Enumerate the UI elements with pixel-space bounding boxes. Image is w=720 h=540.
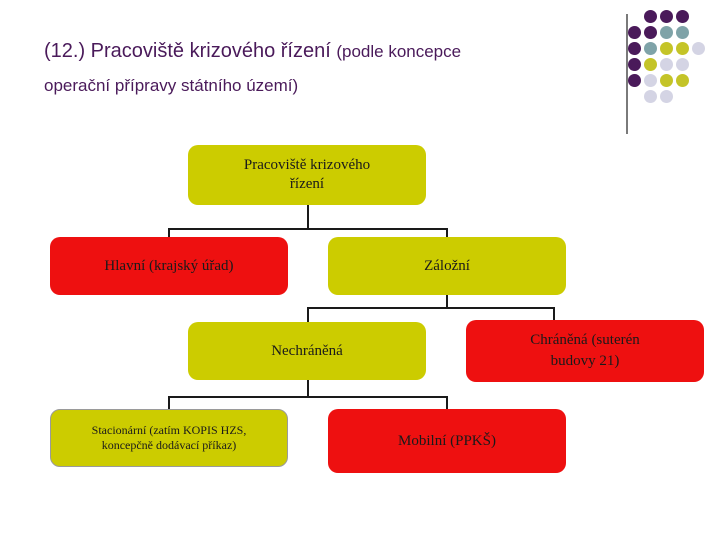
connector-mobilni-drop — [446, 396, 448, 410]
decorative-dot — [644, 10, 657, 23]
decorative-dot — [660, 58, 673, 71]
connector-level3-bar — [168, 396, 448, 398]
slide-subtitle: operační přípravy státního území) — [44, 76, 299, 95]
title-sub: (podle koncepce — [336, 42, 462, 61]
decorative-dot — [676, 26, 689, 39]
node-pracoviste — [188, 145, 426, 205]
connector-stacionarni-drop — [168, 396, 170, 410]
decorative-dot — [644, 74, 657, 87]
node-chranena — [466, 320, 704, 382]
title-main: (12.) Pracoviště krizového řízení — [44, 40, 331, 62]
decorative-dot — [628, 74, 641, 87]
decorative-dot — [676, 10, 689, 23]
node-stacionarni — [50, 409, 288, 467]
node-nechranena — [188, 322, 426, 380]
node-nechranena-label: Nechráněná — [271, 342, 343, 359]
decorative-dot — [676, 74, 689, 87]
connector-zalozni-down — [446, 294, 448, 308]
node-mobilni — [328, 409, 566, 473]
node-hlavni-label: Hlavní (krajský úřad) — [104, 257, 234, 274]
decorative-dot — [660, 74, 673, 87]
node-chranena-label: Chráněná (suterén budovy 21) — [530, 332, 640, 369]
decorative-dot — [628, 42, 641, 55]
connector-level2-bar — [307, 307, 555, 309]
connector-level1-bar — [168, 228, 448, 230]
node-zalozni — [328, 237, 566, 295]
decorative-dot — [692, 42, 705, 55]
node-zalozni-label: Záložní — [424, 257, 470, 274]
decorative-dot — [644, 42, 657, 55]
node-stacionarni-label: Stacionární (zatím KOPIS HZS, koncepčně dodávací příkaz) — [91, 423, 247, 452]
decorative-dot — [660, 90, 673, 103]
connector-nechranena-drop — [307, 307, 309, 323]
connector-nechranena-down — [307, 380, 309, 397]
node-mobilni-label: Mobilní (PPKŠ) — [398, 432, 496, 449]
connector-chranena-drop — [553, 307, 555, 321]
decorative-dot — [644, 90, 657, 103]
decorative-dot — [628, 26, 641, 39]
slide-title — [44, 40, 461, 63]
decorative-dot — [676, 58, 689, 71]
decorative-dot — [660, 10, 673, 23]
decorative-dot — [660, 42, 673, 55]
node-hlavni — [50, 237, 288, 295]
node-pracoviste-label: Pracoviště krizového řízení — [243, 156, 371, 192]
decorative-dot — [676, 42, 689, 55]
decorative-dot — [644, 26, 657, 39]
connector-root-down — [307, 205, 309, 229]
decorative-dot — [660, 26, 673, 39]
decorative-dot — [628, 58, 641, 71]
decorative-dot — [644, 58, 657, 71]
